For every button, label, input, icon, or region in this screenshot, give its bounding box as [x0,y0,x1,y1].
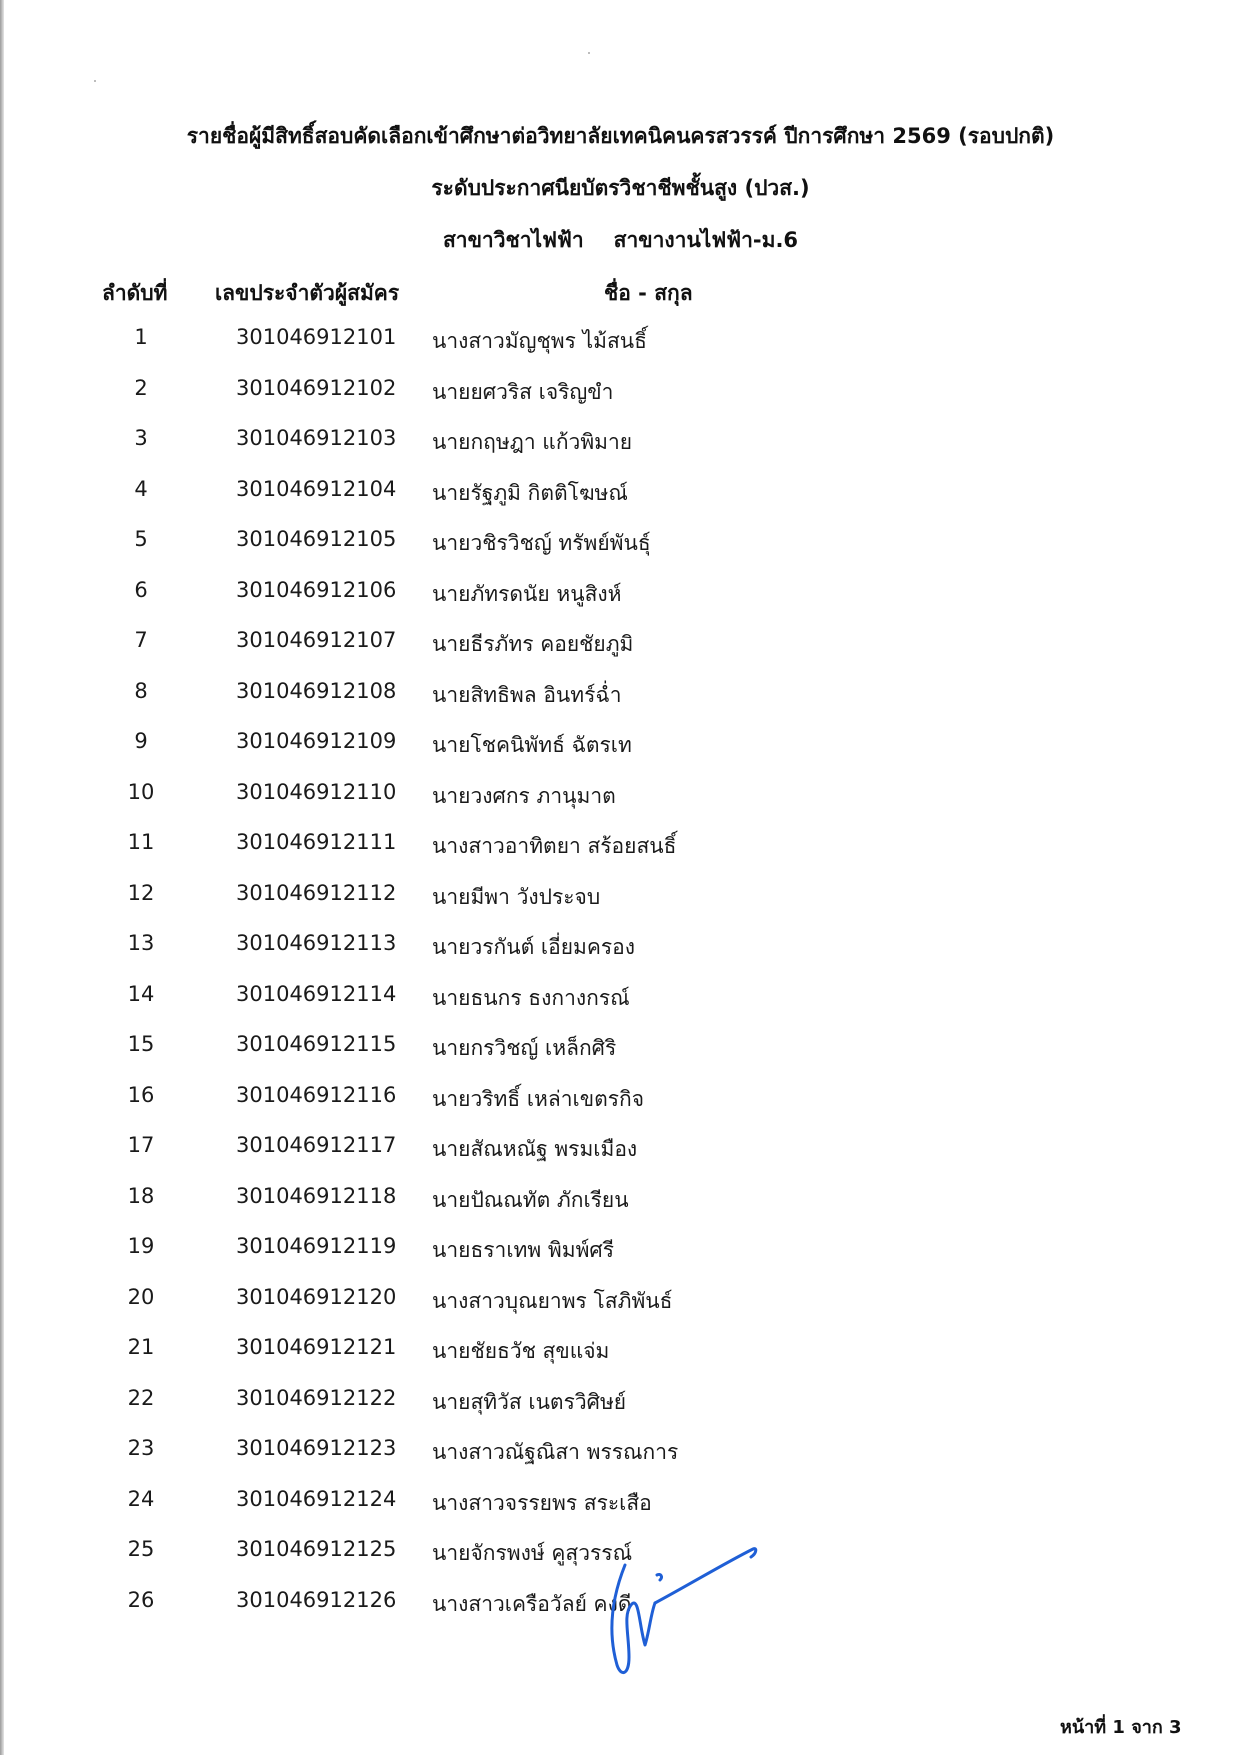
row-number: 23 [127,1436,155,1460]
scan-speck [588,52,590,54]
table-row [0,1032,1241,1083]
row-number: 7 [134,628,148,652]
applicant-id: 301046912126 [236,1587,397,1612]
applicant-name: นางสาวเครือวัลย์ คงดี [432,1591,632,1616]
table-row [0,1133,1241,1184]
header-no: ลำดับที่ [102,281,168,305]
row-number: 4 [134,476,148,501]
program-label: สาขางานไฟฟ้า-ม.6 [613,228,799,252]
applicant-name: นายวรกันต์ เอี่ยมครอง [432,935,636,959]
row-number: 25 [127,1537,155,1561]
row-number: 18 [127,1183,155,1208]
applicant-name: นายโชคนิพัทธ์ ฉัตรเท [432,733,632,757]
applicant-name: นางสาวบุณยาพร โสภิพันธ์ [432,1288,673,1313]
applicant-name: นายชัยธวัช สุขแจ่ม [432,1339,610,1363]
applicant-id: 301046912119 [236,1234,397,1258]
applicant-id: 301046912124 [236,1486,397,1511]
row-number: 10 [127,779,155,804]
row-number: 21 [127,1335,155,1359]
document-subtitle: ระดับประกาศนียบัตรวิชาชีพชั้นสูง (ปวส.) [431,176,810,200]
table-row [0,780,1241,831]
row-number: 16 [127,1082,155,1107]
table-header [0,277,1241,313]
applicant-id: 301046912106 [236,577,397,602]
row-number: 22 [127,1385,155,1410]
header-name: ชื่อ - สกุล [604,281,693,305]
applicant-id: 301046912117 [236,1133,397,1157]
applicant-id: 301046912123 [236,1436,397,1460]
row-number: 11 [127,830,155,854]
applicant-id: 301046912114 [236,981,397,1006]
row-number: 13 [127,931,155,955]
applicant-name: นายกรวิชญ์ เหล็กศิริ [432,1036,617,1060]
applicant-id: 301046912112 [236,880,397,905]
signature [605,1535,765,1685]
scan-speck [94,80,96,82]
program-line [0,224,1241,257]
table-row [0,881,1241,932]
applicant-id: 301046912115 [236,1032,397,1056]
applicant-name: นายภัทรดนัย หนูสิงห์ [432,581,622,606]
applicant-name: นายสุทิวัส เนตรวิศิษย์ [432,1389,627,1414]
applicant-id: 301046912103 [236,426,397,450]
applicant-id: 301046912102 [236,375,397,400]
department-label: สาขาวิชาไฟฟ้า [442,228,584,252]
applicant-id: 301046912116 [236,1082,397,1107]
row-number: 14 [127,981,155,1006]
table-row [0,830,1241,881]
table-row [0,679,1241,730]
page-number: หน้าที่ 1 จาก 3 [1060,1717,1182,1738]
row-number: 6 [134,577,148,602]
table-row [0,1285,1241,1336]
row-number: 24 [127,1486,155,1511]
row-number: 1 [134,325,148,349]
table-row [0,1083,1241,1134]
applicant-id: 301046912107 [236,628,397,652]
row-number: 2 [134,375,148,400]
applicant-id: 301046912125 [236,1537,397,1561]
applicant-name: นายวริทธิ์ เหล่าเขตรกิจ [432,1086,645,1111]
applicant-name: นายปัณณทัต ภักเรียน [432,1187,629,1212]
table-row [0,931,1241,982]
table-row [0,527,1241,578]
table-row [0,325,1241,376]
applicant-id: 301046912113 [236,931,397,955]
applicant-id: 301046912118 [236,1183,397,1208]
applicant-name: นายกฤษฎา แก้วพิมาย [432,430,633,454]
applicant-id: 301046912121 [236,1335,397,1359]
applicant-name: นายมีพา วังประจบ [432,884,601,909]
applicant-id: 301046912101 [236,325,397,349]
table-row [0,578,1241,629]
document-title: รายชื่อผู้มีสิทธิ์สอบคัดเลือกเข้าศึกษาต่อวิทยาลัยเทคนิคนครสวรรค์ ปีการศึกษา 2569 (รอบปกติ) [186,124,1055,148]
applicant-list [0,325,1241,1638]
applicant-id: 301046912122 [236,1385,397,1410]
applicant-name: นายธนกร ธงกางกรณ์ [432,985,630,1010]
applicant-name: นายวงศกร ภานุมาต [432,783,616,808]
table-row [0,1386,1241,1437]
applicant-name: นายสัณหณัฐ พรมเมือง [432,1137,638,1161]
applicant-name: นายจักรพงษ์ คูสุวรรณ์ [432,1541,633,1565]
applicant-id: 301046912110 [236,779,397,804]
row-number: 9 [134,729,148,753]
row-number: 3 [134,426,148,450]
table-row [0,1335,1241,1386]
applicant-name: นายรัฐภูมิ กิตติโฆษณ์ [432,480,628,505]
row-number: 19 [127,1234,155,1258]
applicant-name: นายธราเทพ พิมพ์ศรี [432,1238,615,1262]
row-number: 26 [127,1587,155,1612]
table-row [0,729,1241,780]
table-row [0,628,1241,679]
table-row [0,1487,1241,1538]
header-applicant-id: เลขประจำตัวผู้สมัคร [215,281,400,305]
row-number: 12 [127,880,155,905]
applicant-id: 301046912111 [236,830,397,854]
applicant-name: นางสาวจรรยพร สระเสือ [432,1490,652,1515]
table-row [0,982,1241,1033]
applicant-name: นายวชิรวิชญ์ ทรัพย์พันธุ์ [432,531,651,555]
row-number: 15 [127,1032,155,1056]
applicant-id: 301046912105 [236,527,397,551]
applicant-id: 301046912104 [236,476,397,501]
table-row [0,1436,1241,1487]
applicant-name: นายสิทธิพล อินทร์ฉ่ำ [432,682,622,707]
applicant-id: 301046912108 [236,678,397,703]
row-number: 5 [134,527,148,551]
applicant-name: นางสาวอาทิตยา สร้อยสนธิ์ [432,834,677,858]
applicant-name: นางสาวมัญชุพร ไม้สนธิ์ [432,329,647,353]
table-row [0,1184,1241,1235]
table-row [0,426,1241,477]
row-number: 8 [134,678,148,703]
row-number: 17 [127,1133,155,1157]
applicant-id: 301046912120 [236,1284,397,1309]
table-row [0,477,1241,528]
applicant-name: นางสาวณัฐณิสา พรรณการ [432,1440,679,1464]
table-row [0,376,1241,427]
applicant-name: นายธีรภัทร คอยชัยภูมิ [432,632,634,656]
table-row [0,1234,1241,1285]
row-number: 20 [127,1284,155,1309]
applicant-name: นายยศวริส เจริญขำ [432,379,614,404]
applicant-id: 301046912109 [236,729,397,753]
